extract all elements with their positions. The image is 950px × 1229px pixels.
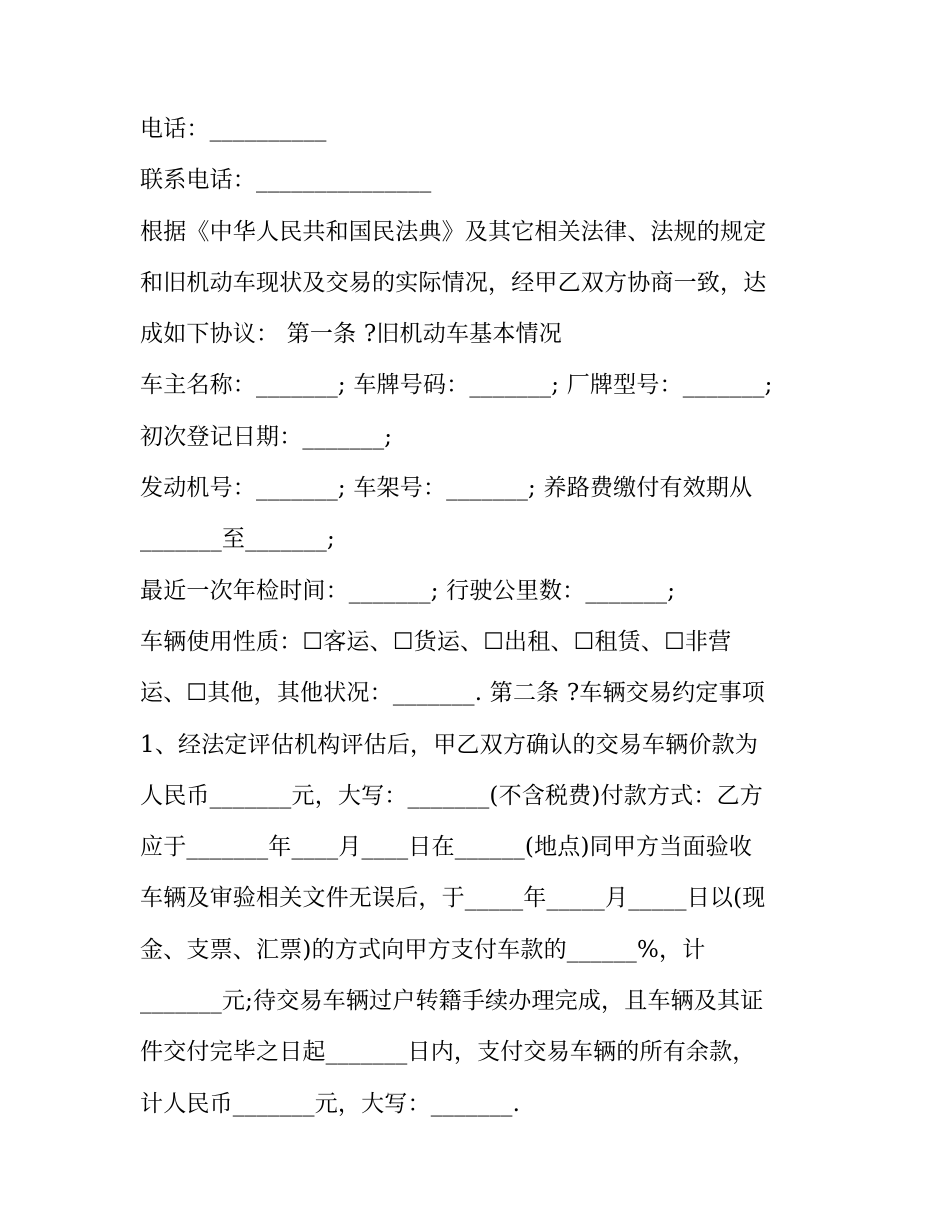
usage-type-line: 车辆使用性质：☐客运、☐货运、☐出租、☐租赁、☐非营 — [140, 628, 732, 655]
first-registration-line: 初次登记日期：_______; — [140, 423, 393, 450]
contact-phone-line: 联系电话：_______________ — [140, 167, 432, 194]
article-one-heading-line: 成如下协议： 第一条 ?旧机动车基本情况 — [140, 321, 562, 348]
engine-frame-fee-line: 发动机号：_______; 车架号：_______; 养路费缴付有效期从 — [140, 475, 753, 502]
paragraph-line: 1、经法定评估机构评估后，甲乙双方确认的交易车辆价款为 — [140, 731, 759, 758]
fee-period-line: _______至_______; — [140, 526, 335, 553]
owner-plate-model-line: 车主名称：_______; 车牌号码：_______; 厂牌型号：_______; — [140, 372, 773, 399]
paragraph-line: 人民币_______元，大写：_______(不含税费)付款方式：乙方 — [140, 782, 763, 809]
paragraph-line: 车辆及审验相关文件无误后，于_____年_____月_____日以(现 — [140, 885, 766, 912]
paragraph-line: 和旧机动车现状及交易的实际情况，经甲乙双方协商一致，达 — [140, 269, 767, 296]
paragraph-line: 根据《中华人民共和国民法典》及其它相关法律、法规的规定 — [140, 218, 767, 245]
paragraph-line: _______元;待交易车辆过户转籍手续办理完成，且车辆及其证 — [140, 988, 764, 1015]
phone-line: 电话：__________ — [140, 116, 327, 142]
paragraph-line: 金、支票、汇票)的方式向甲方支付车款的______%，计 — [140, 936, 706, 963]
paragraph-line: 件交付完毕之日起_______日内，支付交易车辆的所有余款， — [140, 1039, 756, 1066]
paragraph-line: 计人民币_______元，大写：_______. — [140, 1090, 521, 1117]
paragraph-line: 应于_______年____月____日在______(地点)同甲方当面验收 — [140, 834, 753, 861]
inspection-mileage-line: 最近一次年检时间：_______; 行驶公里数：_______; — [140, 577, 676, 604]
usage-other-article-two-line: 运、☐其他，其他状况：_______. 第二条 ?车辆交易约定事项 — [140, 680, 765, 707]
document-page — [140, 104, 820, 1130]
